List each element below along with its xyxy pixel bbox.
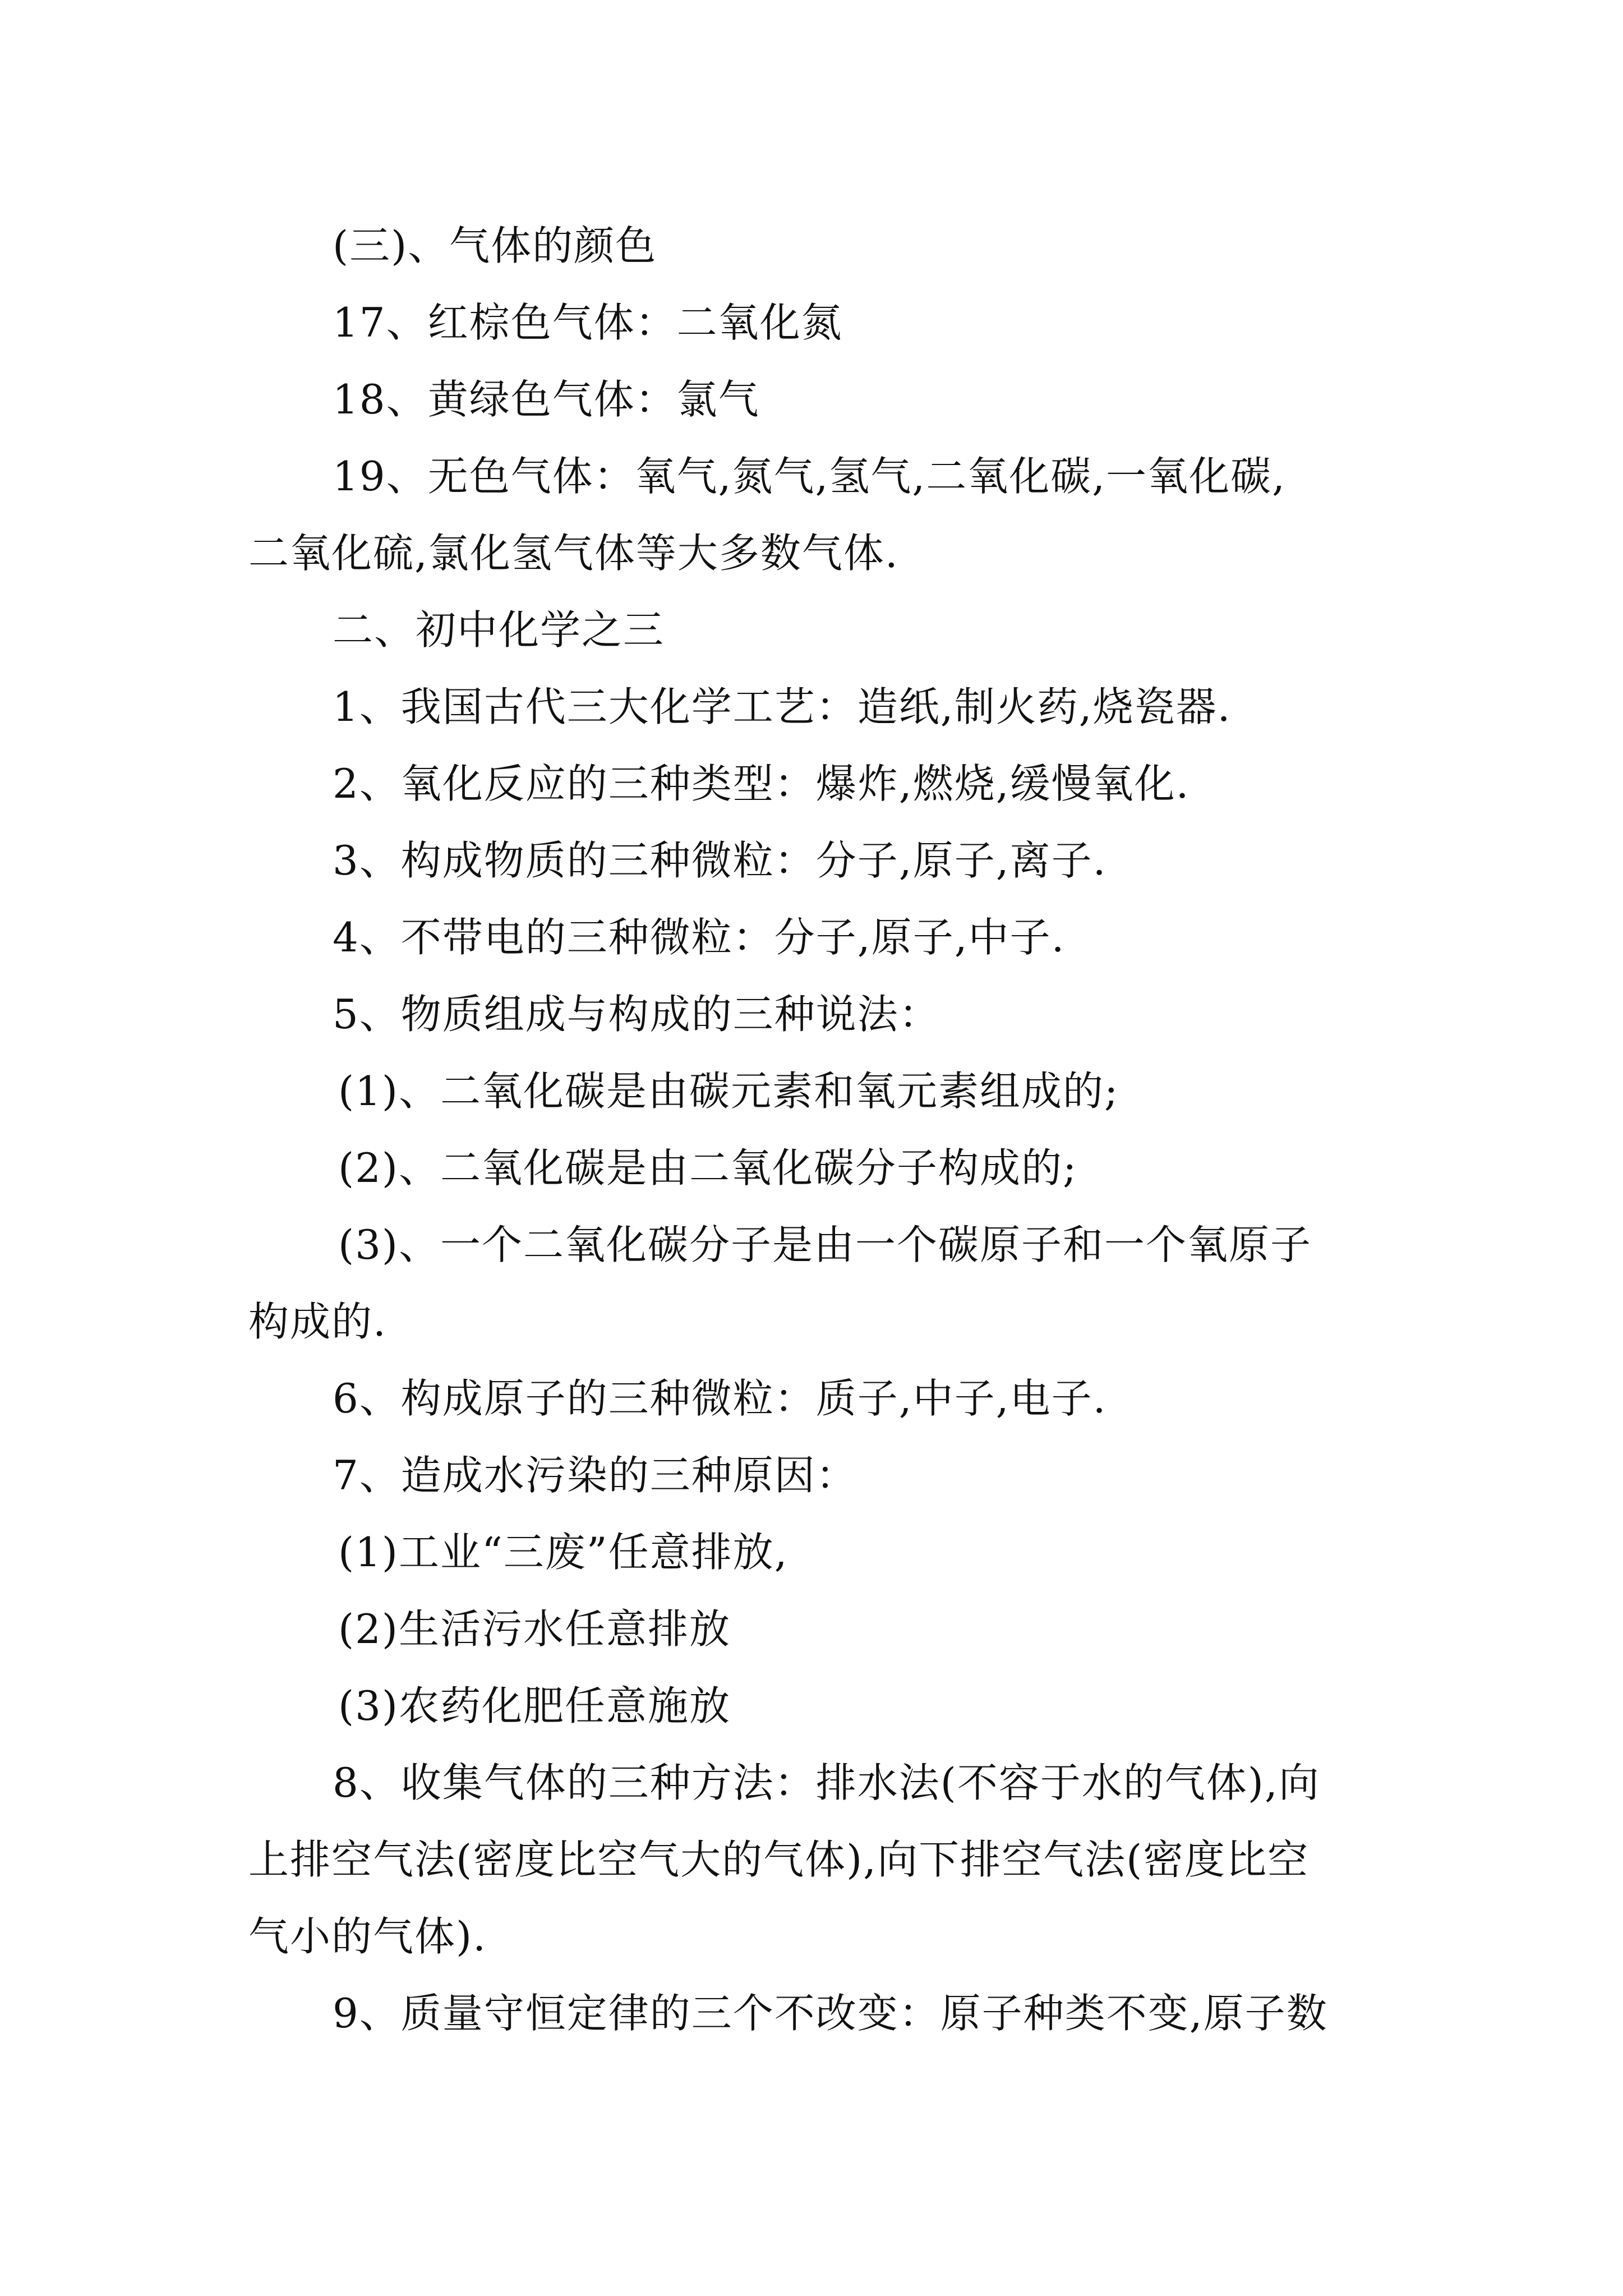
section-heading-gas-colors: (三)、气体的颜色 <box>333 222 657 269</box>
text-line-continuation: 构成的. <box>248 1298 387 1345</box>
text-line: 17、红棕色气体：二氧化氮 <box>333 299 843 346</box>
sub-item: (2)、二氧化碳是由二氧化碳分子构成的; <box>338 1144 1078 1191</box>
text-line: 3、构成物质的三种微粒：分子,原子,离子. <box>333 837 1107 884</box>
sub-item: (2)生活污水任意排放 <box>338 1605 731 1653</box>
text-line: 9、质量守恒定律的三个不改变：原子种类不变,原子数 <box>333 1990 1328 2037</box>
section-heading-chemistry-three: 二、初中化学之三 <box>333 606 665 654</box>
text-line-continuation: 二氧化硫,氯化氢气体等大多数气体. <box>248 530 899 577</box>
text-line: 5、物质组成与构成的三种说法： <box>333 991 940 1038</box>
sub-item: (3)、一个二氧化碳分子是由一个碳原子和一个氧原子 <box>338 1221 1312 1268</box>
sub-item: (1)工业“三废”任意排放, <box>338 1529 789 1576</box>
text-line: 4、不带电的三种微粒：分子,原子,中子. <box>333 914 1066 961</box>
text-line-continuation: 气小的气体). <box>248 1913 487 1960</box>
sub-item: (3)农药化肥任意施放 <box>338 1682 731 1729</box>
text-line: 6、构成原子的三种微粒：质子,中子,电子. <box>333 1375 1107 1422</box>
text-line: 7、造成水污染的三种原因： <box>333 1452 857 1499</box>
text-line: 18、黄绿色气体：氯气 <box>333 376 760 423</box>
text-line: 8、收集气体的三种方法：排水法(不容于水的气体),向 <box>333 1759 1320 1806</box>
text-line: 1、我国古代三大化学工艺：造纸,制火药,烧瓷器. <box>333 683 1232 730</box>
text-line: 19、无色气体：氧气,氮气,氢气,二氧化碳,一氧化碳, <box>333 453 1287 500</box>
document-body <box>248 208 1393 2052</box>
text-line: 2、氧化反应的三种类型：爆炸,燃烧,缓慢氧化. <box>333 760 1190 807</box>
sub-item: (1)、二氧化碳是由碳元素和氧元素组成的; <box>338 1068 1119 1115</box>
text-line-continuation: 上排空气法(密度比空气大的气体),向下排空气法(密度比空 <box>248 1836 1310 1883</box>
